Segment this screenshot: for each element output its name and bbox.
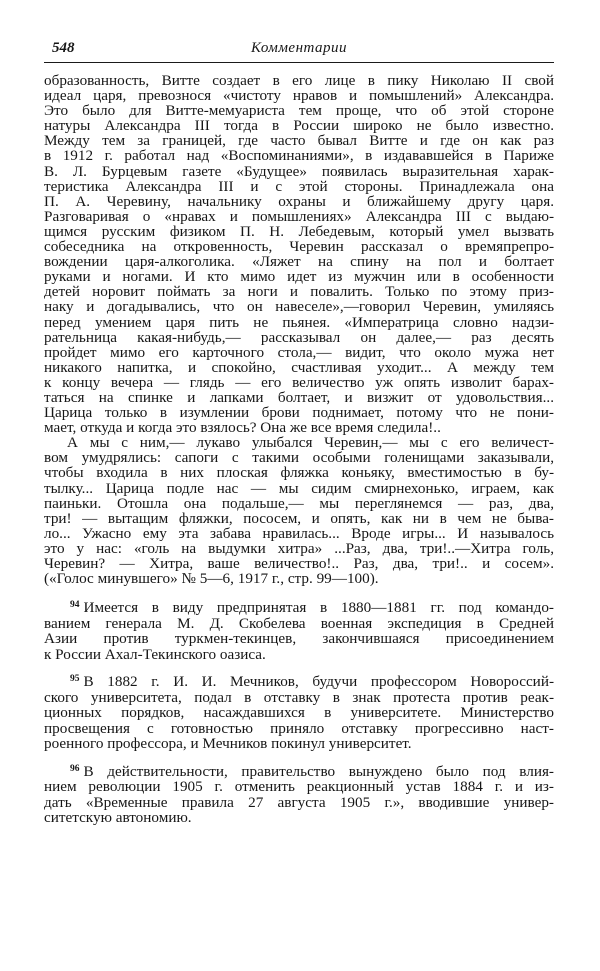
- text-line: теристика Александра III и с этой стороны. Принадлежала она: [44, 178, 554, 194]
- footnote-line: [44, 795, 554, 811]
- text-line: Между тем за границей, где часто бывал Витте и где он как раз: [44, 133, 554, 149]
- footnote-94: [44, 598, 554, 662]
- footnote-line: [44, 598, 554, 616]
- text-line: А мы с ним,— лукаво улыбался Черевин,— мы с его величест-: [67, 435, 554, 451]
- text-line: пройдет мимо его карточного стола,— видит, что около мужа нет: [44, 344, 554, 360]
- text-line: таться на спинке и лапками болтает, и визжит от удовольствия...: [44, 389, 554, 406]
- book-page: [44, 38, 554, 836]
- text-line: образованность, Витте создает в его лице в пику Николаю II свой: [44, 73, 554, 89]
- text-line: к концу вечера — глядь — его величество уж опять изволит барах-: [44, 374, 554, 390]
- footnote-text: дать «Временные правила 27 августа 1905 г.», вводившие универ-: [44, 794, 554, 811]
- text-line: Это было для Витте-мемуариста тем проще, что об этой стороне: [44, 103, 554, 119]
- text-line: рательница какая-нибудь,— рассказывал он далее,— раз десять: [44, 329, 554, 345]
- footnote-line: [44, 762, 554, 780]
- text-line: Царица только в изумлении брови поднимает, потому что не пони-: [44, 405, 554, 421]
- footnote-line: [44, 736, 554, 752]
- text-line: Разговаривая о «нравах и помышлениях» Александра III с выдаю-: [44, 208, 554, 224]
- footnote-text: к России Ахал-Текинского оазиса.: [44, 646, 266, 663]
- footnote-text: Имеется в виду предпринятая в 1880—1881 гг. под командо-: [83, 599, 554, 616]
- text-line: мает, откуда и когда это взялось? Она же все время следила!..: [44, 420, 441, 436]
- text-line: перед умением царя пить не пьянея. «Императрица словно надзи-: [44, 314, 554, 330]
- text-line: три! — вытащим фляжки, пососем, и опять, как ни в чем не быва-: [44, 510, 554, 526]
- main-text: [44, 73, 554, 586]
- footnote-line: [44, 721, 554, 737]
- footnote-text: роенного профессора, и Мечников покинул университет.: [44, 736, 412, 752]
- running-head: [44, 38, 554, 63]
- text-line: паиньки. Отошла она подальше,— мы переглянемся — раз, два,: [44, 495, 554, 511]
- paragraph-1: [44, 73, 554, 435]
- footnote-line: [44, 647, 554, 663]
- text-line: Черевин? — Хитра, ваше величество!.. Раз, два, три!.. и сосем».: [44, 556, 554, 572]
- footnote-text: В действительности, правительство вынуждено было под влия-: [83, 762, 554, 780]
- footnote-line: [44, 810, 554, 826]
- footnote-95: [44, 672, 554, 752]
- text-line: детей норовит поймать за ноги и повалить. Только по этому приз-: [44, 284, 554, 300]
- footnote-96: [44, 762, 554, 826]
- text-line: чтобы входила в них плоская фляжка коньяку, вместимостью в бу-: [44, 465, 554, 481]
- footnote-number: 96: [70, 763, 80, 774]
- text-line: никакого напитка, и спокойно, счастливая уходит... А между тем: [44, 359, 554, 375]
- text-line: щимся русским физиком П. Н. Лебедевым, который умел вызвать: [44, 223, 554, 240]
- footnote-line: [44, 616, 554, 632]
- text-line: руками и ногами. И кто мимо идет из мужчин или в особенности: [44, 269, 554, 285]
- footnote-line: [44, 779, 554, 795]
- text-line: идеал царя, превознося «чистоту нравов и помышлений» Александра.: [44, 88, 554, 104]
- text-line: наку и догадывались, что он навеселе»,—говорил Черевин, умиляясь: [44, 299, 554, 315]
- footnote-text: В 1882 г. И. И. Мечников, будучи профессором Новороссий-: [83, 673, 554, 690]
- text-line: в 1912 г. работал над «Воспоминаниями», в издававшейся в Париже: [44, 148, 554, 164]
- footnote-number: 95: [70, 674, 80, 685]
- footnotes: [44, 598, 554, 826]
- page-number: 548: [52, 40, 75, 56]
- footnote-text: ционных порядков, насаждавшихся в университете. Министерство: [44, 705, 554, 721]
- text-line: вождении царя-алкоголика. «Ляжет на спину на пол и болтает: [44, 254, 554, 270]
- footnote-number: 94: [70, 600, 80, 611]
- text-line: натуры Александра III тогда в России широко не было известно.: [44, 118, 554, 134]
- text-line: («Голос минувшего» № 5—6, 1917 г., стр. 99—100).: [44, 571, 379, 587]
- text-line: В. Л. Бурцевым газете «Будущее» появилась выразительная харак-: [44, 163, 554, 179]
- footnote-line: [44, 690, 554, 706]
- text-line: собеседника на откровенность, Черевин рассказал о времяпрепро-: [44, 239, 554, 255]
- text-line: тылку... Царица подле нас — мы сидим смирнехонько, играем, как: [44, 480, 554, 496]
- text-line: вом умудрялись: сапоги с такими особыми голенищами заказывали,: [44, 450, 554, 466]
- footnote-line: [44, 705, 554, 721]
- footnote-text: ского университета, подал в отставку в знак протеста против реак-: [44, 689, 554, 706]
- text-line: ло... Ужасно ему эта забава нравилась... Вроде игры... И называлось: [44, 525, 554, 541]
- paragraph-2: [44, 435, 554, 586]
- text-line: это у нас: «голь на выдумки хитра» ...Раз, два, три!..—Хитра голь,: [44, 540, 554, 556]
- footnote-text: нием революции 1905 г. отменить реакционный устав 1884 г. и из-: [44, 779, 554, 795]
- footnote-line: [44, 631, 554, 647]
- footnote-text: ситетскую автономию.: [44, 810, 192, 826]
- footnote-text: просвещения с готовностью приняло отставку прогрессивно наст-: [44, 720, 554, 737]
- footnote-line: [44, 672, 554, 690]
- text-line: П. А. Черевину, начальнику охраны и ближайшему другу царя.: [44, 193, 554, 209]
- footnote-text: ванием генерала М. Д. Скобелева военная экспедиция в Средней: [44, 615, 554, 632]
- running-title: Комментарии: [250, 40, 348, 56]
- footnote-text: Азии против туркмен-текинцев, закончившаяся присоединением: [44, 631, 554, 647]
